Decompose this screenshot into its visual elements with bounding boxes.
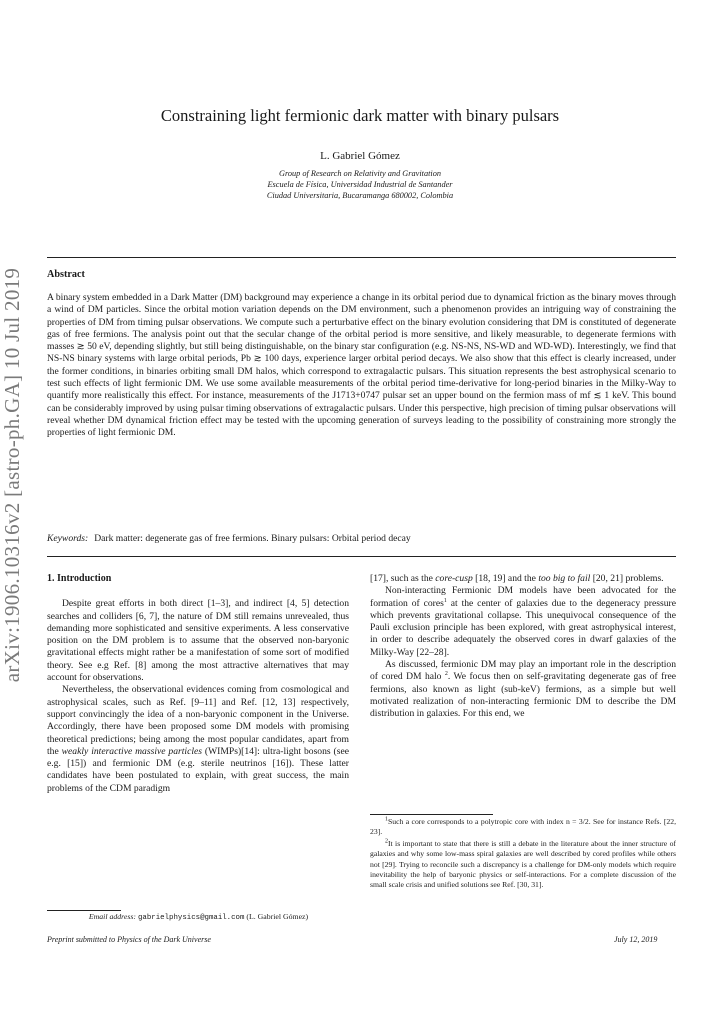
email-owner: (L. Gabriel Gómez) (246, 912, 309, 921)
footer-journal: Preprint submitted to Physics of the Dark Universe (47, 935, 211, 944)
footnote-ref-1: 1 (443, 597, 447, 604)
section-heading-introduction: 1. Introduction (47, 573, 112, 584)
affiliation-line-3: Ciudad Universitaria, Bucaramanga 680002, Colombia (266, 191, 454, 200)
author-name: L. Gabriel Gómez (320, 150, 400, 162)
intro-paragraph-2: Nevertheless, the observational evidences coming from cosmological and astrophysical scales, such as Ref. [9–11] and Ref. [12, 13] respectively, support convincingly the idea of a non-baryonic component in the Universe. Accordingly, there have been proposed some DM models with promising theoretical predictions; being among the most popular candidates, apart from the weakly interactive massive particles (WIMPs)[14]: ultra-light bosons (see e.g. [15]) and fermionic DM (e.g. sterile neutrinos [16]). These latter candidates have been postulated to explain, with great success, the main problems of the CDM paradigm (47, 684, 349, 794)
keywords-label: Keywords: (47, 533, 89, 544)
footnote-2: $^2$It is important to state that there is still a debate in the literature about the inner structure of galaxies and why some low-mass spiral galaxies are well described by cored profiles while others not [29]. Trying to reconcile such a discrepancy is a challenge for DM-only models which require inevitability the help of baryonic physics or self-interactions. For a complete discussion of the small scale crisis and unified solutions see Ref. [30, 31]. (370, 838, 676, 890)
abstract-heading: Abstract (47, 269, 85, 280)
intro-paragraph-4: Non-interacting Fermionic DM models have been advocated for the formation of cores$^1$ at the center of galaxies due to the degeneracy pressure which prevents gravitational collapse. This unequivocal consequence of the Pauli exclusion principle has been explored, with great astrophysical interest, in order to describe adequately the observed cores in dwarf galaxies of the Milky-Way [22–28]. (370, 585, 676, 658)
keywords-text: Dark matter: degenerate gas of free fermions. Binary pulsars: Orbital period decay (94, 533, 411, 544)
email-label: Email address: (88, 912, 137, 921)
footer-date: July 12, 2019 (614, 935, 658, 944)
keywords (47, 533, 676, 544)
affiliation-line-2: Escuela de Física, Universidad Industrial de Santander (267, 180, 453, 189)
left-column (47, 573, 349, 795)
footnote-ref-2: 2 (444, 671, 448, 678)
footnotes (370, 817, 676, 891)
abstract-text: A binary system embedded in a Dark Matter (DM) background may experience a change in its orbital period due to dynamical friction as the binary moves through a wind of DM particles. Since the orbital motion variation depends on the DM environment, such a phenomenon provides an intriguing way of constraining the properties of DM from timing pulsar observations. We compute such a perturbative effect on the binary evolution considering that DM is constituted of degenerate gas of free fermions. The analysis point out that the secular change of the orbital period is more sensitive, and likely measurable, to degenerate fermions with masses ≳ 50 eV, depending slightly, but still being distinguishable, on the binary star configuration (e.g. NS-NS, NS-WD and WD-WD). Interestingly, we find that NS-NS binary systems with large orbital periods, Pb ≳ 100 days, experience larger orbital period decays. We also show that this effect is clearly increased, under the former conditions, in binaries orbiting small DM halos, which correspond to extragalactic pulsars. This situation represents the best astrophysical scenario to test such effects of light fermionic DM. We use some available measurements of the orbital period time-derivative for long-period binaries in the Milky-Way to quantify more realistically this effect. For instance, measurements of the J1713+0747 pulsar set an upper bound on the fermion mass of mf ≲ 1 keV. This bound can be considerably improved by using pulsar timing observations of extragalactic pulsars. Under this perspective, high precision of timing pulsar observations will reveal whether DM dynamical friction effect may be tested with the upcoming generation of surveys leading to the possibility of constraining more strongly the properties of light fermionic DM. (47, 292, 676, 439)
intro-paragraph-1: Despite great efforts in both direct [1–3], and indirect [4, 5] detection searches and colliders [6, 7], the nature of DM still remains unrevealed, thus demanding more sophisticated and sensitive experiments. A less conservative position on the DM problem is to assume that the observed non-baryonic gravitational effects might rather be a manifestation of some sort of modified theory. See e.g Ref. [8] among the most attractive alternatives that may account for observations. (47, 598, 349, 684)
arxiv-identifier-stamp: arXiv:1906.10316v2 [astro-ph.GA] 10 Jul 2019 (0, 267, 24, 683)
top-rule (47, 257, 676, 258)
email-address: gabrielphysics@gmail.com (137, 914, 245, 922)
affiliation-line-1: Group of Research on Relativity and Gravitation (278, 169, 442, 178)
paper-title: Constraining light fermionic dark matter with binary pulsars (160, 106, 560, 125)
email-footnote-rule (47, 910, 121, 911)
footnote-rule (370, 814, 493, 815)
section-rule (47, 556, 676, 557)
footnote-1: $^1$Such a core corresponds to a polytropic core with index n = 3/2. See for instance Refs. [22, 23]. (370, 816, 676, 837)
right-column (370, 573, 676, 721)
email-footnote (47, 912, 350, 922)
intro-paragraph-3: [17], such as the core-cusp [18, 19] and the too big to fail [20, 21] problems. (370, 573, 664, 584)
intro-paragraph-5: As discussed, fermionic DM may play an important role in the description of cored DM halo $^2$. We focus then on self-gravitating degenerate gas of free fermions, also known as light (sub-keV) fermions, as a simple but well motivated realization of non-interacting fermionic DM to describe the DM distribution in galaxies. For this end, we (370, 659, 676, 720)
